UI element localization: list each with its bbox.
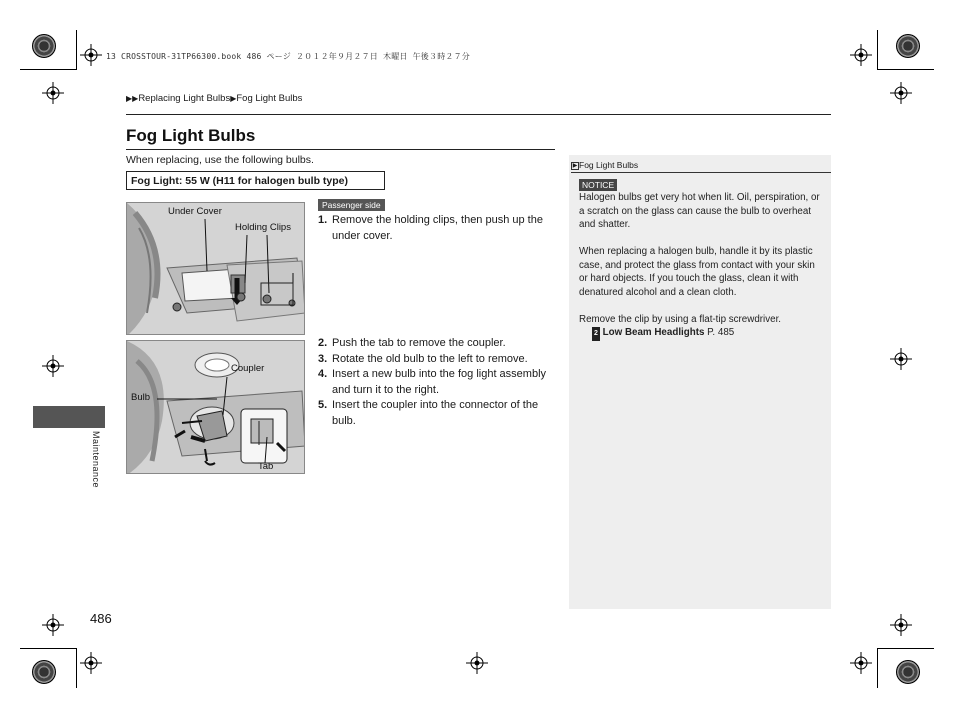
registration-target-icon — [850, 652, 872, 674]
step-item — [318, 352, 558, 368]
step-number: 5. — [318, 399, 328, 411]
breadcrumb-arrow-icon: ▶▶ — [126, 94, 139, 103]
registration-target-icon — [42, 82, 64, 104]
step-number: 1. — [318, 214, 328, 226]
step-text: Remove the holding clips, then push up the under cover. — [332, 214, 543, 242]
step-text: Push the tab to remove the coupler. — [332, 337, 506, 349]
registration-target-icon — [850, 44, 872, 66]
sidebar-paragraph-handling: When replacing a halogen bulb, handle it by its plastic case, and protect the glass from contact with your skin or hard objects. If you touch the glass, clean it with denatured alcohol and a clean cloth. — [579, 246, 815, 298]
step-number: 4. — [318, 368, 328, 380]
figure-coupler-bulb — [126, 340, 305, 474]
step-number: 2. — [318, 337, 328, 349]
figure-under-cover — [126, 202, 305, 335]
label-bulb: Bulb — [131, 392, 151, 403]
sidebar-heading — [571, 160, 638, 170]
notice-badge: NOTICE — [579, 179, 617, 191]
step-text: Rotate the old bulb to the left to remove. — [332, 352, 528, 365]
bulb-spec-box: Fog Light: 55 W (H11 for halogen bulb type) — [126, 171, 385, 190]
coupler-bulb-illustration — [127, 341, 305, 474]
breadcrumb-item-replacing-light-bulbs[interactable]: Replacing Light Bulbs — [138, 93, 231, 104]
step-item — [318, 336, 558, 352]
registration-star-icon — [32, 660, 56, 684]
low-beam-headlights-link[interactable]: Low Beam Headlights — [602, 327, 705, 338]
registration-target-icon — [890, 82, 912, 104]
sidebar-divider — [571, 172, 831, 173]
sidebar-paragraph-heat: Halogen bulbs get very hot when lit. Oil, perspiration, or a scratch on the glass can cause the bulb to overheat and shatter. — [579, 192, 820, 231]
sidebar-paragraph-clip: Remove the clip by using a flat-tip screwdriver. — [579, 314, 782, 325]
title-divider — [126, 149, 555, 150]
label-holding-clips: Holding Clips — [235, 222, 291, 233]
breadcrumb-separator-icon: ▶ — [230, 94, 237, 103]
registration-target-icon — [80, 652, 102, 674]
section-label: Maintenance — [91, 431, 101, 489]
label-under-cover: Under Cover — [168, 206, 222, 217]
page-number: 486 — [90, 611, 112, 626]
section-tab — [33, 406, 105, 428]
passenger-side-badge: Passenger side — [318, 199, 385, 211]
registration-target-icon — [42, 355, 64, 377]
registration-star-icon — [32, 34, 56, 58]
registration-target-icon — [80, 44, 102, 66]
label-coupler: Coupler — [231, 363, 265, 374]
step-item — [318, 398, 558, 429]
registration-target-icon — [42, 614, 64, 636]
reference-arrow-icon: ▶ — [572, 162, 578, 169]
step-text: Insert the coupler into the connector of the bulb. — [332, 399, 539, 427]
registration-target-icon — [466, 652, 488, 674]
registration-star-icon — [896, 660, 920, 684]
sidebar-heading-text: Fog Light Bulbs — [579, 160, 639, 170]
label-tab: Tab — [258, 461, 274, 472]
page-title: Fog Light Bulbs — [126, 126, 256, 145]
registration-target-icon — [890, 348, 912, 370]
registration-star-icon — [896, 34, 920, 58]
steps-list-2 — [318, 336, 558, 429]
step-text: Insert a new bulb into the fog light assembly and turn it to the right. — [332, 368, 547, 396]
reference-page: P. 485 — [704, 327, 735, 338]
step-item — [318, 213, 558, 244]
step-item — [318, 367, 558, 398]
intro-text: When replacing, use the following bulbs. — [126, 154, 314, 166]
reference-arrow-icon: 2 — [592, 327, 600, 341]
registration-target-icon — [890, 614, 912, 636]
breadcrumb — [126, 93, 302, 104]
step-number: 3. — [318, 352, 328, 365]
header-divider — [126, 114, 831, 115]
printer-slug: 13 CROSSTOUR-31TP66300.book 486 ページ ２０１２年９月２７日 木曜日 午後３時２７分 — [106, 52, 471, 61]
steps-list-1 — [318, 213, 558, 244]
cross-reference — [592, 326, 838, 341]
breadcrumb-item-fog-light-bulbs[interactable]: Fog Light Bulbs — [236, 93, 303, 104]
